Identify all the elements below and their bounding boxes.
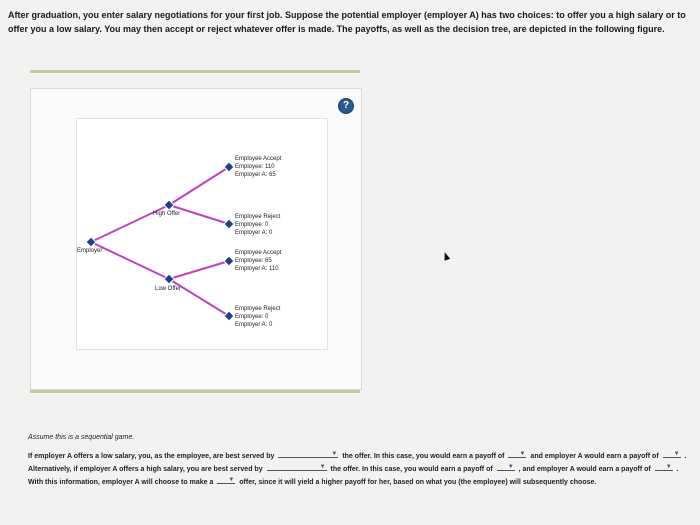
terminal-node <box>224 162 234 172</box>
chevron-down-icon: ▼ <box>331 451 338 457</box>
outcome-employee-payoff: Employee: 0 <box>235 222 269 228</box>
chevron-down-icon: ▼ <box>507 464 514 470</box>
outcome-low-reject <box>235 305 280 329</box>
root-node <box>86 237 96 247</box>
bottom-divider <box>30 390 360 393</box>
edge-high-accept <box>169 167 229 205</box>
low-node <box>164 274 174 284</box>
outcome-high-accept <box>235 155 281 179</box>
offer-type-dropdown[interactable] <box>217 475 235 484</box>
outcome-title: Employee Accept <box>235 156 282 162</box>
edge-employer-low <box>91 242 169 279</box>
terminal-node <box>224 256 234 266</box>
chevron-down-icon: ▼ <box>228 477 235 483</box>
low-offer-employer-payoff-dropdown[interactable] <box>663 449 681 458</box>
outcome-low-accept <box>235 249 281 273</box>
outcome-employee-payoff: Employee: 110 <box>235 164 275 170</box>
question-text: the offer. In this case, you would earn a payoff of <box>342 453 505 460</box>
edge-low-accept <box>169 261 229 279</box>
terminal-node <box>224 219 234 229</box>
top-divider <box>30 70 360 73</box>
question-text: offer, since it will yield a higher payoff for her, based on what you (the employee) will subsequently choose. <box>239 479 597 486</box>
question-text: , and employer A would earn a payoff of <box>518 466 651 473</box>
chevron-down-icon: ▼ <box>519 451 526 457</box>
high-offer-label: High Offer <box>153 211 181 217</box>
high-offer-choice-dropdown[interactable] <box>267 462 327 471</box>
chevron-down-icon: ▼ <box>673 451 680 457</box>
low-offer-employee-payoff-dropdown[interactable] <box>508 449 526 458</box>
outcome-high-reject <box>235 213 280 237</box>
outcome-employee-payoff: Employee: 65 <box>235 258 272 264</box>
outcome-title: Employee Accept <box>235 250 282 256</box>
outcome-employee-payoff: Employee: 0 <box>235 314 269 320</box>
mouse-cursor-icon <box>442 251 450 261</box>
question-text: and employer A would earn a payoff of <box>530 453 659 460</box>
question-text: a <box>209 479 214 486</box>
high-offer-employee-payoff-dropdown[interactable] <box>497 462 515 471</box>
question-text: . Alternatively, if employer A offers a high salary, you are best served by <box>28 453 687 473</box>
chevron-down-icon: ▼ <box>665 464 672 470</box>
help-icon[interactable]: ? <box>338 98 354 114</box>
game-assumption-note: Assume this is a sequential game. <box>28 434 135 441</box>
question-text: . With this information, employer A will choose to make <box>28 466 679 486</box>
outcome-employer-payoff: Employer A: 110 <box>235 266 279 272</box>
low-offer-choice-dropdown[interactable] <box>278 449 338 458</box>
high-node <box>164 200 174 210</box>
problem-intro: After graduation, you enter salary negotiations for your first job. Suppose the potential employer (employer A) has two choices: to offer you a high salary or to offer you a low salary. You may then accept or reject whatever offer is made. The payoffs, as well as the decision tree, are depicted in the following figure. <box>8 10 686 34</box>
question-text: If employer A offers a low salary, you, as the employee, are best served by <box>28 453 275 460</box>
question-text: the offer. In this case, you would earn a payoff of <box>330 466 493 473</box>
decision-tree-graphic <box>77 119 327 349</box>
terminal-node <box>224 311 234 321</box>
outcome-employer-payoff: Employer A: 0 <box>235 322 273 328</box>
outcome-employer-payoff: Employer A: 65 <box>235 172 276 178</box>
root-label: Employer <box>77 248 103 254</box>
high-offer-employer-payoff-dropdown[interactable] <box>655 462 673 471</box>
outcome-title: Employee Reject <box>235 306 281 312</box>
decision-tree <box>76 118 328 350</box>
question-block <box>28 432 688 488</box>
outcome-employer-payoff: Employer A: 0 <box>235 230 273 236</box>
low-offer-label: Low Offer <box>155 286 181 292</box>
outcome-title: Employee Reject <box>235 214 281 220</box>
chevron-down-icon: ▼ <box>319 464 326 470</box>
